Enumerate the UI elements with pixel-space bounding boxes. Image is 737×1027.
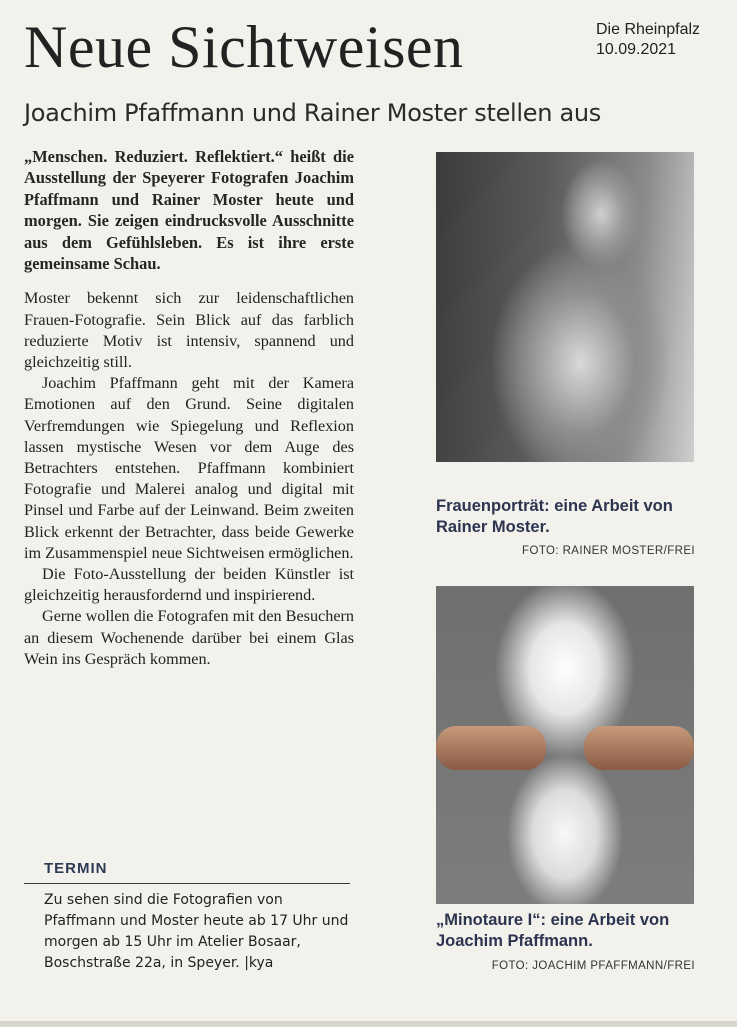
event-info-text: Zu sehen sind die Fotografien von Pfaffmann und Moster heute ab 17 Uhr und morgen ab 15 Uhr im Atelier Bosaar, Boschstraße 22a, in Speyer. |kya: [44, 892, 349, 971]
photo-credit: FOTO: RAINER MOSTER/FREI: [522, 545, 695, 557]
minotaure-artwork-photo: [436, 586, 694, 904]
article-title: Neue Sichtweisen: [24, 14, 464, 80]
source-info: [596, 20, 700, 60]
article-paragraph: Gerne wollen die Fotografen mit den Besuchern an diesem Wochenende darüber bei einem Glas Wein ins Gespräch kommen.: [24, 607, 354, 668]
photo-caption: „Minotaure I“: eine Arbeit von Joachim Pfaffmann.: [436, 911, 670, 950]
event-info-box: [24, 860, 350, 974]
article-paragraph: Die Foto-Ausstellung der beiden Künstler ist gleichzeitig herausfordernd und inspirierend.: [24, 565, 354, 605]
article-paragraph: Moster bekennt sich zur leidenschaftlichen Frauen-Fotografie. Sein Blick auf das farblich reduzierte Motiv ist intensiv, spannend und gleichzeitig still.: [24, 289, 354, 372]
portrait-photo: [436, 152, 694, 462]
article-body: [24, 146, 354, 670]
article-lead: „Menschen. Reduziert. Reflektiert.“ heißt die Ausstellung der Speyerer Fotografen Joachim Pfaffmann und Rainer Moster heute und morgen. Sie zeigen eindrucksvolle Ausschnitte aus dem Gefühlsleben. Es ist ihre erste gemeinsame Schau.: [24, 147, 354, 274]
photo-caption: Frauenporträt: eine Arbeit von Rainer Moster.: [436, 497, 673, 536]
page-edge: [0, 1021, 737, 1027]
source-name: Die Rheinpfalz: [596, 21, 701, 38]
source-date: 10.09.2021: [596, 41, 677, 58]
artwork-detail: [436, 726, 546, 770]
artwork-detail: [584, 726, 694, 770]
article-subtitle: Joachim Pfaffmann und Rainer Moster stellen aus: [24, 99, 602, 127]
event-info-label: TERMIN: [24, 860, 350, 884]
photo-credit: FOTO: JOACHIM PFAFFMANN/FREI: [491, 960, 695, 972]
article-paragraph: Joachim Pfaffmann geht mit der Kamera Emotionen auf den Grund. Seine digitalen Verfremdungen wie Spiegelung und Reflexion lassen mystische Wesen vor dem Auge des Betrachters entstehen. Pfaffmann kombiniert Fotografie und Malerei analog und digital mit Pinsel und Farbe auf der Leinwand. Beim zweiten Blick erkennt der Betrachter, dass beide Gewerke im Zusammenspiel neue Sichtweisen ermöglichen.: [24, 374, 354, 562]
